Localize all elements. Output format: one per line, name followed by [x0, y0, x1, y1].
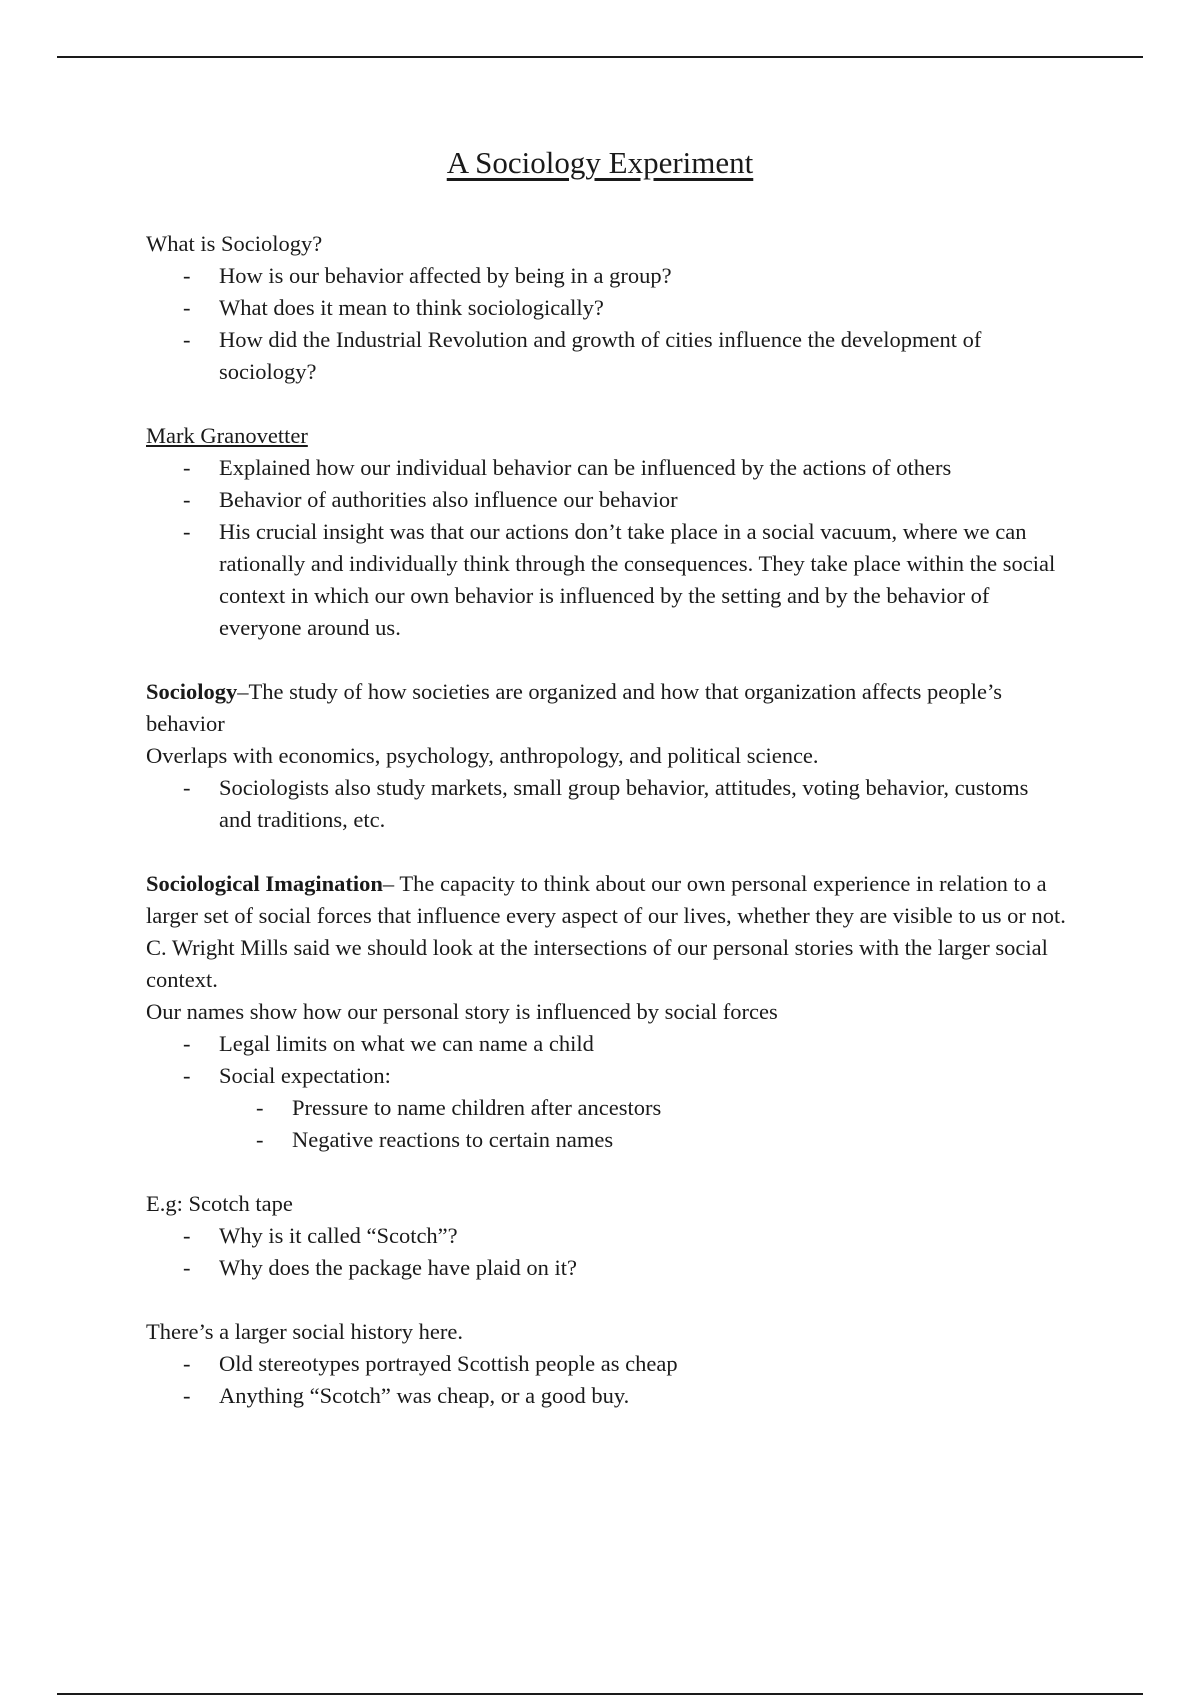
- history-heading: There’s a larger social history here.: [146, 1319, 463, 1344]
- list-item: - His crucial insight was that our actions don’t take place in a social vacuum, where we can rationally and individually think through the consequences. They take place within the social context in which our own behavior is influenced by the setting and by the behavior of everyone around us.: [219, 516, 1066, 644]
- list-item: - Pressure to name children after ancestors: [292, 1092, 1066, 1124]
- names-list: [146, 1028, 1066, 1156]
- list-item: - Old stereotypes portrayed Scottish people as cheap: [219, 1348, 1066, 1380]
- bottom-rule: [57, 1693, 1143, 1695]
- list-item: - How is our behavior affected by being in a group?: [219, 260, 1066, 292]
- top-rule: [57, 56, 1143, 58]
- list-item: - How did the Industrial Revolution and growth of cities influence the development of sociology?: [219, 324, 1066, 388]
- imagination-definition: [146, 868, 1066, 932]
- scotch-list: [146, 1220, 1066, 1284]
- page-title: A Sociology Experiment: [446, 145, 754, 180]
- list-item: - Anything “Scotch” was cheap, or a good buy.: [219, 1380, 1066, 1412]
- list-item: - Explained how our individual behavior can be influenced by the actions of others: [219, 452, 1066, 484]
- sociology-definition: [146, 676, 1066, 740]
- list-item: - Why does the package have plaid on it?: [219, 1252, 1066, 1284]
- granovetter-list: [146, 452, 1066, 644]
- list-item: - Sociologists also study markets, small group behavior, attitudes, voting behavior, customs and traditions, etc.: [219, 772, 1066, 836]
- list-item: - What does it mean to think sociologically?: [219, 292, 1066, 324]
- scotch-heading: E.g: Scotch tape: [146, 1191, 293, 1216]
- names-paragraph: Our names show how our personal story is influenced by social forces: [146, 999, 778, 1024]
- list-item: - Why is it called “Scotch”?: [219, 1220, 1066, 1252]
- list-item: - Negative reactions to certain names: [292, 1124, 1066, 1156]
- list-item-label: Social expectation:: [219, 1063, 391, 1088]
- list-item: [219, 1060, 1066, 1156]
- document-body: [146, 228, 1066, 1412]
- list-item: - Legal limits on what we can name a child: [219, 1028, 1066, 1060]
- intro-heading: What is Sociology?: [146, 231, 323, 256]
- mills-paragraph: C. Wright Mills said we should look at the intersections of our personal stories with the larger social context.: [146, 935, 1048, 992]
- sociology-definition-text: –The study of how societies are organized and how that organization affects people’s behavior: [146, 679, 1003, 736]
- granovetter-heading: Mark Granovetter: [146, 423, 308, 448]
- sociology-list: [146, 772, 1066, 836]
- sociology-overlap: Overlaps with economics, psychology, anthropology, and political science.: [146, 743, 819, 768]
- imagination-definition-text: – The capacity to think about our own personal experience in relation to a larger set of social forces that influence every aspect of our lives, whether they are visible to us or not.: [146, 871, 1066, 928]
- list-item: - Behavior of authorities also influence our behavior: [219, 484, 1066, 516]
- sociology-term: Sociology: [146, 679, 238, 704]
- intro-list: [146, 260, 1066, 388]
- imagination-term: Sociological Imagination: [146, 871, 383, 896]
- social-expectation-list: [219, 1092, 1066, 1156]
- history-list: [146, 1348, 1066, 1412]
